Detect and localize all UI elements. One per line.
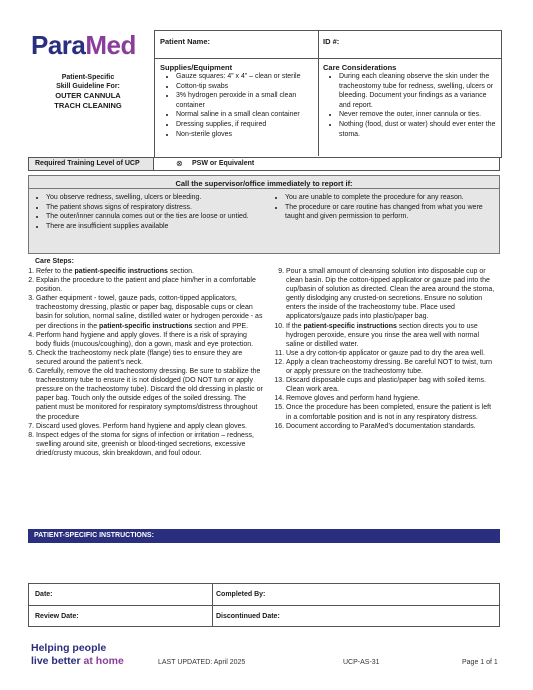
page-number: Page 1 of 1 — [462, 659, 498, 666]
guideline-title1: OUTER CANNULA — [55, 91, 121, 100]
id-label: ID #: — [323, 37, 340, 46]
supplies-section — [160, 63, 316, 139]
tagline-line2: live better at home — [31, 655, 124, 667]
report-item: • The patient shows signs of respiratory distress. — [46, 203, 258, 213]
supply-item: • Normal saline in a small clean container — [176, 110, 316, 120]
care-step: 6. Carefully, remove the old tracheostomy dressing. Be sure to stabilize the tracheostomy tube to ensure it is not dislodged (DO NOT turn or apply pressure on the tracheostomy tube). Discard the old dressing in plastic or paper bag. Touch only the outside edges of the soiled dressing. The patient must be monitored for respiratory symptoms/distress throughout the procedure — [36, 367, 264, 422]
care-step: 1. Refer to the patient-specific instructions section. — [36, 267, 264, 276]
supply-item: • Gauze squares: 4” x 4” – clean or sterile — [176, 72, 316, 82]
care-step: 4. Perform hand hygiene and apply gloves. If there is a risk of spraying body fluids (mucous/coughing), don a gown, mask and eye protection. — [36, 331, 264, 349]
care-step: 16. Document according to ParaMed’s documentation standards. — [286, 422, 498, 431]
guideline-line2: Skill Guideline For: — [56, 83, 120, 90]
report-header-bar — [28, 175, 500, 189]
care-step: 7. Discard used gloves. Perform hand hygiene and apply clean gloves. — [36, 422, 264, 431]
supply-item: • 3% hydrogen peroxide in a small clean container — [176, 91, 316, 110]
instructions-header: PATIENT-SPECIFIC INSTRUCTIONS: — [28, 529, 500, 543]
discontinued-date-field[interactable]: Discontinued Date: — [216, 613, 280, 620]
review-date-field[interactable]: Review Date: — [35, 613, 79, 620]
report-left — [30, 193, 258, 231]
care-considerations-section — [323, 63, 498, 139]
care-item: • During each cleaning observe the skin under the tracheostomy tube for redness, swelling, ulcers or bleeding. Document your findings as a variance and report. — [339, 72, 498, 110]
report-header: Call the supervisor/office immediately to report if: — [175, 179, 353, 188]
care-step: 14. Remove gloves and perform hand hygiene. — [286, 394, 498, 403]
care-step: 3. Gather equipment - towel, gauze pads, cotton-tipped applicators, tracheostomy dressing, plastic or paper bag, disposable cups or clean basin for solution, normal saline, distilled water or hydrogen peroxide - as per directions in the patient-specific instructions section and PPE. — [36, 294, 264, 330]
header-divider — [318, 30, 319, 156]
care-step: 2. Explain the procedure to the patient and place him/her in a comfortable position. — [36, 276, 264, 294]
signoff-row-divider — [28, 605, 500, 606]
supply-item: • Dressing supplies, if required — [176, 120, 316, 130]
guideline-title — [28, 73, 148, 111]
tagline-line1: Helping people — [31, 642, 107, 654]
report-right — [269, 193, 497, 222]
patient-name-label: Patient Name: — [160, 37, 211, 46]
supply-item: • Cotton-tip swabs — [176, 82, 316, 92]
care-step: 5. Check the tracheostomy neck plate (flange) ties to ensure they are secured around the patient’s neck. — [36, 349, 264, 367]
paramed-logo: ParaMed — [31, 30, 136, 60]
care-step: 13. Discard disposable cups and plastic/paper bag with soiled items. Clean work area. — [286, 376, 498, 394]
care-step: 10. If the patient-specific instructions section directs you to use hydrogen peroxide, ensure you rinse the area well with normal saline or distilled water. — [286, 322, 498, 349]
guideline-title2: TRACH CLEANING — [54, 101, 122, 110]
report-item: • There are insufficient supplies available — [46, 222, 258, 232]
checkbox-icon[interactable]: ⊗ — [176, 159, 183, 168]
care-steps-label: Care Steps: — [35, 258, 74, 265]
care-step: 12. Apply a clean tracheostomy dressing. Be careful NOT to twist, turn or apply pressure on the tracheostomy tube. — [286, 358, 498, 376]
supplies-label: Supplies/Equipment — [160, 63, 233, 72]
document-code: UCP-AS-31 — [343, 659, 380, 666]
report-item: • The outer/inner cannula comes out or the ties are loose or untied. — [46, 212, 258, 222]
care-item: • Nothing (food, dust or water) should ever enter the stoma. — [339, 120, 498, 139]
care-step: 9. Pour a small amount of cleansing solution into disposable cup or clean basin. Dip the cotton-tipped applicator or gauze pad into the cup/basin of solution as directed. Clean the area around the stoma, gently dislodging any crusted-on secretions. Ensure no solution enters the inside of the tracheostomy tube. Place used applicators/gauze pads into plastic/paper bag. — [286, 267, 498, 322]
training-value: PSW or Equivalent — [192, 160, 255, 167]
completed-by-field[interactable]: Completed By: — [216, 591, 266, 598]
report-item: • The procedure or care routine has changed from what you were taught and given permission to perform. — [285, 203, 497, 222]
care-steps-left — [20, 267, 264, 458]
care-step: 8. Inspect edges of the stoma for signs of infection or irritation – redness, swelling around site, greenish or blood-tinged secretions, excessive dried/crusty mucous, skin breakdown, and foul odour. — [36, 431, 264, 458]
care-step: 15. Once the procedure has been completed, ensure the patient is left in a comfortable position and is not in any respiratory distress. — [286, 403, 498, 421]
instructions-area[interactable] — [28, 543, 500, 575]
care-item: • Never remove the outer, inner cannula or ties. — [339, 110, 498, 120]
guideline-line1: Patient-Specific — [61, 74, 115, 81]
header-row-divider — [154, 58, 501, 59]
report-item: • You are unable to complete the procedure for any reason. — [285, 193, 497, 203]
care-step: 11. Use a dry cotton-tip applicator or gauze pad to dry the area well. — [286, 349, 498, 358]
date-field[interactable]: Date: — [35, 591, 53, 598]
supply-item: • Non-sterile gloves — [176, 130, 316, 140]
report-item: • You observe redness, swelling, ulcers or bleeding. — [46, 193, 258, 203]
last-updated: LAST UPDATED: April 2025 — [158, 659, 246, 666]
care-steps-right — [270, 267, 498, 431]
training-label: Required Training Level of UCP — [35, 160, 140, 167]
care-considerations-label: Care Considerations — [323, 63, 397, 72]
